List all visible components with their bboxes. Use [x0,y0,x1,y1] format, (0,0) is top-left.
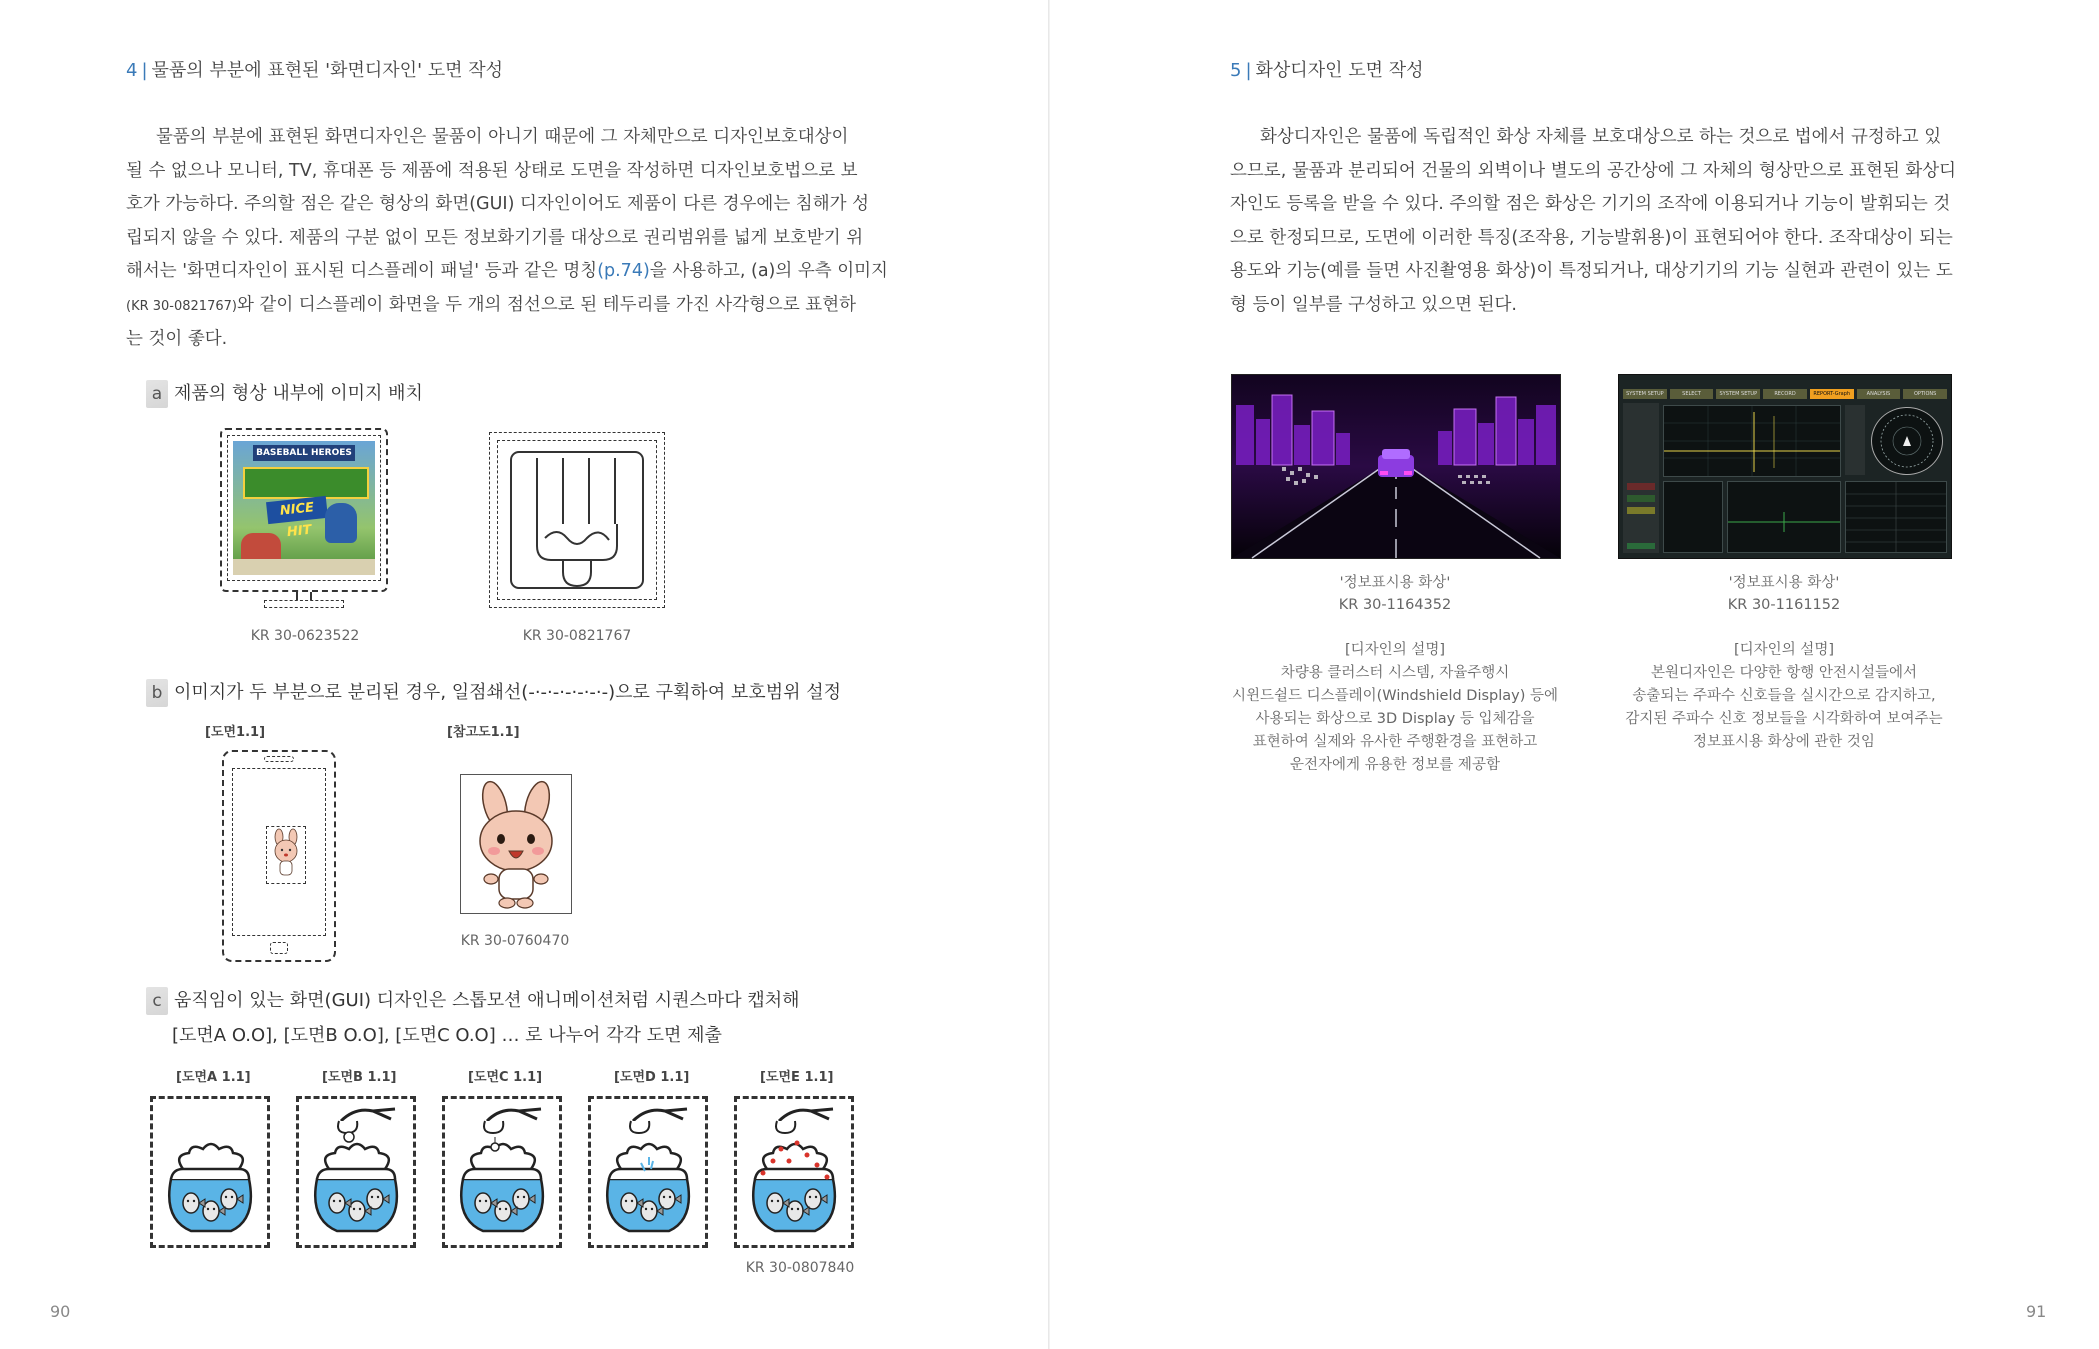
monitor-tab-bar [1623,389,1947,399]
spectrum-graph [1663,405,1841,477]
img2-desc-heading: [디자인의 설명] [1734,642,1834,658]
body-line: 화상디자인은 물품에 독립적인 화상 자체를 보호대상으로 하는 것으로 법에서 규정하고 있 [1260,127,1942,147]
phone-drawing [222,750,336,962]
frame-label: [도면D 1.1] [614,1070,690,1085]
section-5-title: 5 | 화상디자인 도면 작성 [1230,60,1424,81]
frame-label: [도면C 1.1] [468,1070,543,1085]
section-number: 5 [1230,60,1242,81]
section-4-body [126,121,888,357]
img2-description [1608,662,1960,754]
phone-home-button [270,942,288,954]
fig-b2-caption: KR 30-0760470 [460,933,570,949]
fig-b1-label: [도면1.1] [205,725,266,740]
monitor-left-panel [1623,403,1659,553]
page-number-right: 91 [2026,1302,2047,1321]
fig-a1-caption: KR 30-0623522 [250,628,360,644]
neon-road-scene [1232,375,1560,558]
fig-b2-label: [참고도1.1] [447,725,520,740]
description-line: 표현하여 실제와 유사한 주행환경을 표현하고 [1252,734,1538,750]
body-line: 립되지 않을 수 있다. 제품의 구분 없이 모든 정보화기기를 대상으로 권리범위를 넓게 보호받기 위 [126,227,864,248]
fishbowl-icon [299,1099,413,1245]
img1-description [1221,662,1569,777]
subheading-c: c 움직임이 있는 화면(GUI) 디자인은 스톱모션 애니메이션처럼 시퀀스마다 캡처해 [146,986,800,1015]
section-4-title: 4 | 물품의 부분에 표현된 '화면디자인' 도면 작성 [126,60,504,81]
body-line: 자인도 등록을 받을 수 있다. 주의할 점은 화상은 기기의 조작에 이용되거나 기능이 발휘되는 것 [1230,194,1951,214]
right-page [1050,0,2099,1349]
windshield-display-image [1231,374,1561,559]
bunny-small-icon [267,827,305,883]
fishbowl-icon [591,1099,705,1245]
description-line: 정보표시용 화상에 관한 것임 [1693,734,1875,750]
img2-caption-code: KR 30-1161152 [1727,597,1841,613]
description-line: 감지된 주파수 신호 정보들을 시각화하여 보여주는 [1625,711,1943,727]
subheading-marker: c [146,987,168,1015]
subheading-c-line2: [도면A O.O], [도면B O.O], [도면C O.O] … 로 나누어 각각 도면 제출 [172,1025,722,1046]
body-line: 될 수 없으나 모니터, TV, 휴대폰 등 제품에 적용된 상태로 도면을 작성하면 디자인보호법으로 보 [126,160,858,181]
description-line: 차량용 클러스터 시스템, 자율주행시 [1280,665,1510,681]
body-line: 해서는 '화면디자인이 표시된 디스플레이 패널' 등과 같은 명칭(p.74)을 사용하고, (a)의 우측 이미지 [126,261,888,281]
game-screen-image [233,441,375,575]
subheading-b: b 이미지가 두 부분으로 분리된 경우, 일점쇄선(-·-·-·-·-·-·-)으로 구획하여 보호범위 설정 [146,678,841,707]
monitor-stand [264,600,344,608]
monitor-tab: RECORD [1763,389,1807,399]
signal-monitor-image [1618,374,1952,559]
fishbowl-icon [445,1099,559,1245]
description-line: 운전자에게 유용한 정보를 제공함 [1290,757,1500,773]
game-title-banner: BASEBALL HEROES [253,445,355,461]
game-crowd-strip [233,559,375,575]
fig-c-caption: KR 30-0807840 [745,1260,855,1276]
description-line: 시윈드쉴드 디스플레이(Windshield Display) 등에 [1231,688,1559,704]
frame-label: [도면B 1.1] [322,1070,397,1085]
monitor-tab: SELECT [1670,389,1714,399]
description-line: 사용되는 화상으로 3D Display 등 입체감을 [1255,711,1535,727]
game-scoreboard [243,467,369,499]
body-line: 으로 한정되므로, 도면에 이러한 특징(조작용, 기능발휘용)이 표현되어야 한다. 조작대상이 되는 [1230,227,1953,248]
subheading-a: a 제품의 형상 내부에 이미지 배치 [146,379,423,408]
panel-device-icon [509,450,645,590]
fishbowl-icon [153,1099,267,1245]
animation-frame [296,1096,416,1248]
body-line: (KR 30-0821767)와 같이 디스플레이 화면을 두 개의 점선으로 된 테두리를 가진 사각형으로 표현하 [126,294,857,315]
monitor-game-drawing [220,428,388,610]
section-title-text: 화상디자인 도면 작성 [1255,60,1424,81]
frame-label: [도면A 1.1] [176,1070,251,1085]
phone-speaker [264,756,294,762]
body-line: 형 등이 일부를 구성하고 있으면 된다. [1230,294,1517,315]
body-line: 물품의 부분에 표현된 화면디자인은 물품이 아니기 때문에 그 자체만으로 디자인보호대상이 [156,127,849,147]
left-page [0,0,1049,1349]
fig-a2-caption: KR 30-0821767 [522,628,632,644]
img2-caption-title: '정보표시용 화상' [1728,575,1840,591]
bunny-reference-image [460,774,572,914]
signal-data-table [1845,481,1947,553]
body-line: 호가 가능하다. 주의할 점은 같은 형상의 화면(GUI) 디자인이어도 제품이 다른 경우에는 침해가 성 [126,194,869,214]
description-line: 송출되는 주파수 신호들을 실시간으로 감지하고, [1632,688,1936,704]
subheading-marker: b [146,679,168,707]
monitor-tab: SYSTEM SETUP [1716,389,1760,399]
img1-caption-code: KR 30-1164352 [1338,597,1452,613]
subheading-marker: a [146,380,168,408]
signal-graph-mid [1727,481,1841,553]
monitor-tab: SYSTEM SETUP [1623,389,1667,399]
monitor-neck [296,592,312,600]
animation-frame [588,1096,708,1248]
body-line: 는 것이 좋다. [126,329,228,349]
page-number-left: 90 [50,1302,71,1321]
game-batter-character [325,503,357,543]
bunny-icon [461,775,571,913]
animation-frame [442,1096,562,1248]
animation-frame [150,1096,270,1248]
signal-graph-small [1663,481,1723,553]
monitor-tab: ANALYSIS [1857,389,1901,399]
animation-frame [734,1096,854,1248]
body-line: 으므로, 물품과 분리되어 건물의 외벽이나 별도의 공간상에 그 자체의 형상만으로 표현된 화상디 [1230,160,1957,181]
frame-label: [도면E 1.1] [760,1070,834,1085]
section-5-body [1230,121,1957,322]
section-number: 4 [126,60,138,81]
panel-drawing [489,432,665,608]
radar-compass [1871,407,1943,475]
img1-desc-heading: [디자인의 설명] [1345,642,1445,658]
fishbowl-icon [737,1099,851,1245]
page-reference-link[interactable]: (p.74) [597,261,650,281]
section-title-text: 물품의 부분에 표현된 '화면디자인' 도면 작성 [151,60,504,81]
game-nice-hit-text: NICE HIT [266,496,328,524]
monitor-side-controls [1845,405,1865,475]
description-line: 본원디자인은 다양한 항행 안전시설들에서 [1651,665,1917,681]
monitor-tab: REPORT-Graph [1810,389,1854,399]
monitor-tab: OPTIONS [1903,389,1947,399]
phone-image-area [266,826,306,884]
img1-caption-title: '정보표시용 화상' [1339,575,1451,591]
body-line: 용도와 기능(예를 들면 사진촬영용 화상)이 특정되거나, 대상기기의 기능 실현과 관련이 있는 도 [1230,261,1953,281]
